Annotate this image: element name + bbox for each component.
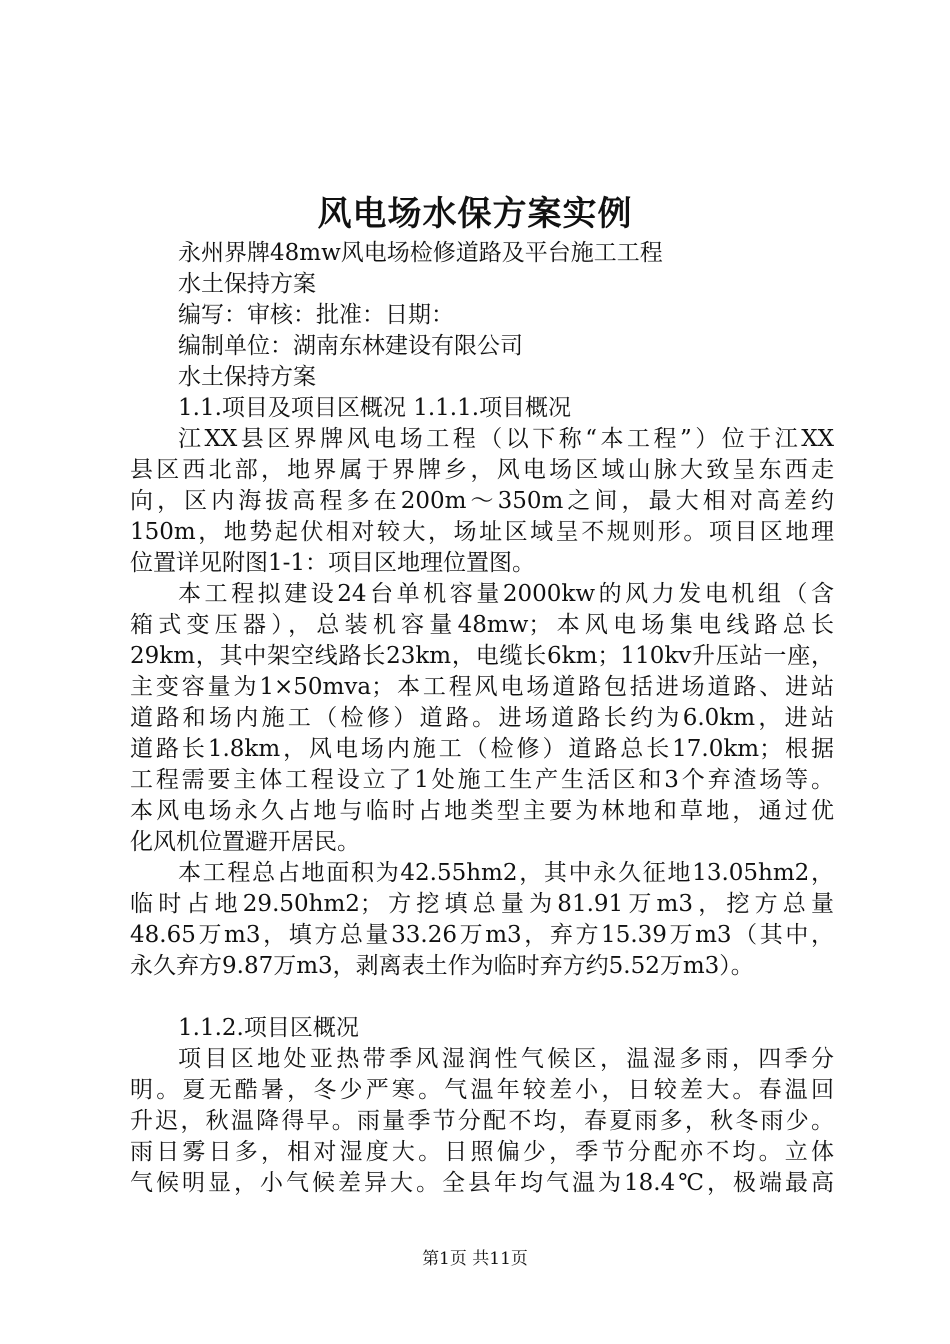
paragraph-line: 雨日雾日多，相对湿度大。日照偏少，季节分配亦不均。立体 xyxy=(130,1139,834,1165)
paragraph-land-use xyxy=(130,858,834,982)
header-line-signoff: 编写：审核：批准：日期： xyxy=(178,302,454,328)
header-line-project: 永州界牌48mw风电场检修道路及平台施工工程 xyxy=(178,240,663,266)
paragraph-line: 150m，地势起伏相对较大，场址区域呈不规则形。项目区地理 xyxy=(130,519,834,545)
paragraph-scale xyxy=(130,579,834,858)
paragraph-line: 化风机位置避开居民。 xyxy=(130,829,360,855)
section-heading-1-1: 1.1.项目及项目区概况 1.1.1.项目概况 xyxy=(178,395,572,421)
paragraph-line: 道路和场内施工（检修）道路。进场道路长约为6.0km，进站 xyxy=(130,705,834,731)
paragraph-climate xyxy=(130,1044,834,1199)
paragraph-location xyxy=(130,424,834,579)
paragraph-line: 主变容量为1×50mva；本工程风电场道路包括进场道路、进站 xyxy=(130,674,834,700)
header-line-plan-2: 水土保持方案 xyxy=(178,364,316,390)
document-body xyxy=(130,238,834,1199)
header-line-unit: 编制单位：湖南东林建设有限公司 xyxy=(178,333,523,359)
paragraph-line: 本风电场永久占地与临时占地类型主要为林地和草地，通过优 xyxy=(130,798,834,824)
paragraph-line: 永久弃方9.87万m3，剥离表土作为临时弃方约5.52万m3）。 xyxy=(130,953,754,979)
paragraph-line: 升迟，秋温降得早。雨量季节分配不均，春夏雨多，秋冬雨少。 xyxy=(130,1108,834,1134)
document-title: 风电场水保方案实例 xyxy=(317,194,633,234)
paragraph-line: 县区西北部，地界属于界牌乡，风电场区域山脉大致呈东西走 xyxy=(130,457,834,483)
paragraph-line: 箱式变压器），总装机容量48mw；本风电场集电线路总长 xyxy=(130,612,834,638)
paragraph-line: 29km，其中架空线路长23km，电缆长6km；110kv升压站一座， xyxy=(130,643,834,669)
paragraph-line: 江XX县区界牌风电场工程（以下称“本工程”）位于江XX xyxy=(178,426,834,452)
paragraph-line: 项目区地处亚热带季风湿润性气候区，温湿多雨，四季分 xyxy=(178,1046,834,1072)
paragraph-line: 临时占地29.50hm2；方挖填总量为81.91万m3，挖方总量 xyxy=(130,891,834,917)
paragraph-line: 道路长1.8km，风电场内施工（检修）道路总长17.0km；根据 xyxy=(130,736,834,762)
paragraph-line: 气候明显，小气候差异大。全县年均气温为18.4℃，极端最高 xyxy=(130,1170,834,1196)
paragraph-line: 位置详见附图1-1：项目区地理位置图。 xyxy=(130,550,536,576)
paragraph-line: 本工程拟建设24台单机容量2000kw的风力发电机组（含 xyxy=(178,581,834,607)
paragraph-line: 工程需要主体工程设立了1处施工生产生活区和3个弃渣场等。 xyxy=(130,767,834,793)
paragraph-line: 48.65万m3，填方总量33.26万m3，弃方15.39万m3（其中， xyxy=(130,922,834,948)
paragraph-line: 明。夏无酷暑，冬少严寒。气温年较差小，日较差大。春温回 xyxy=(130,1077,834,1103)
page-footer: 第1页 共11页 xyxy=(422,1249,528,1269)
paragraph-line: 向，区内海拔高程多在200m～350m之间，最大相对高差约 xyxy=(130,488,834,514)
header-line-plan: 水土保持方案 xyxy=(178,271,316,297)
paragraph-line: 本工程总占地面积为42.55hm2，其中永久征地13.05hm2， xyxy=(178,860,834,886)
section-heading-1-1-2: 1.1.2.项目区概况 xyxy=(178,1015,359,1041)
blank-line xyxy=(130,982,834,1013)
